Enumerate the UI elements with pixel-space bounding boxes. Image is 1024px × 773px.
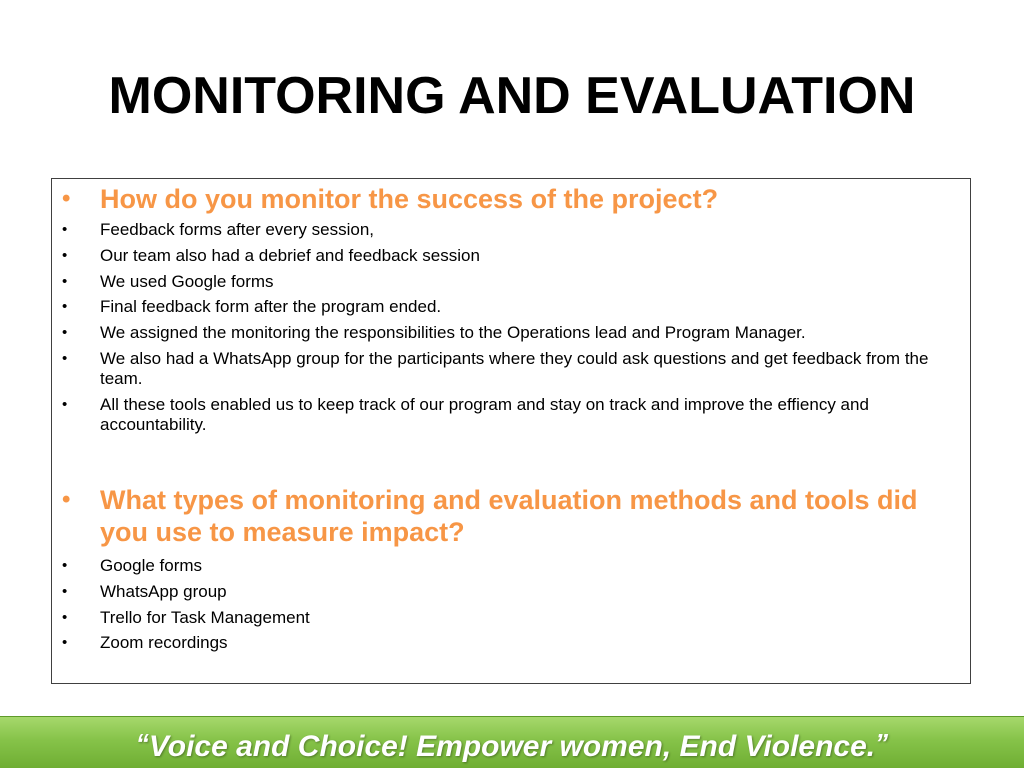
list-item: • Feedback forms after every session, xyxy=(62,220,375,239)
section2-heading xyxy=(52,484,972,548)
list-item: • Final feedback form after the program ended. xyxy=(62,297,442,317)
list-item: • Google forms xyxy=(62,556,203,575)
section1-heading xyxy=(52,183,972,215)
footer-open-quote: “ xyxy=(135,728,149,758)
content-box xyxy=(51,178,971,684)
list-item: • Our team also had a debrief and feedback session xyxy=(62,245,480,265)
bullet-dot: • xyxy=(62,608,68,626)
list-item: • We used Google forms xyxy=(62,271,274,291)
section1-heading-text: How do you monitor the success of the project? xyxy=(100,184,719,214)
footer-banner xyxy=(0,716,1024,768)
list-item: • We assigned the monitoring the responsibilities to the Operations lead and Program Manager. xyxy=(62,323,806,343)
list-item: • WhatsApp group xyxy=(62,581,227,601)
list-item: • We also had a WhatsApp group for the participants where they could ask questions and get feedback from the team. xyxy=(62,348,929,388)
section2-list xyxy=(52,556,972,659)
footer-close-quote: ” xyxy=(875,728,889,758)
bullet-dot: • xyxy=(62,246,68,264)
footer-slogan xyxy=(0,717,1024,769)
bullet-dot: • xyxy=(62,349,68,367)
bullet-dot: • xyxy=(62,272,68,290)
section2-heading-text: What types of monitoring and evaluation methods and tools did you use to measure impact? xyxy=(100,485,918,547)
bullet-dot: • xyxy=(62,557,68,574)
bullet-dot: • xyxy=(62,395,68,413)
section1-heading-bullet: • xyxy=(62,185,71,212)
section1-list xyxy=(52,220,972,441)
bullet-dot: • xyxy=(62,324,68,342)
slide-title: MONITORING AND EVALUATION xyxy=(108,67,916,125)
bullet-dot: • xyxy=(62,634,68,652)
bullet-dot: • xyxy=(62,582,68,600)
bullet-dot: • xyxy=(62,298,68,316)
bullet-dot: • xyxy=(62,221,68,238)
section2-heading-bullet: • xyxy=(62,486,71,513)
list-item: • Zoom recordings xyxy=(62,633,228,653)
footer-slogan-text: Voice and Choice! Empower women, End Violence. xyxy=(148,730,876,763)
list-item: • Trello for Task Management xyxy=(62,607,310,627)
list-item: • All these tools enabled us to keep track of our program and stay on track and improve the effiency and accountability. xyxy=(62,394,869,434)
